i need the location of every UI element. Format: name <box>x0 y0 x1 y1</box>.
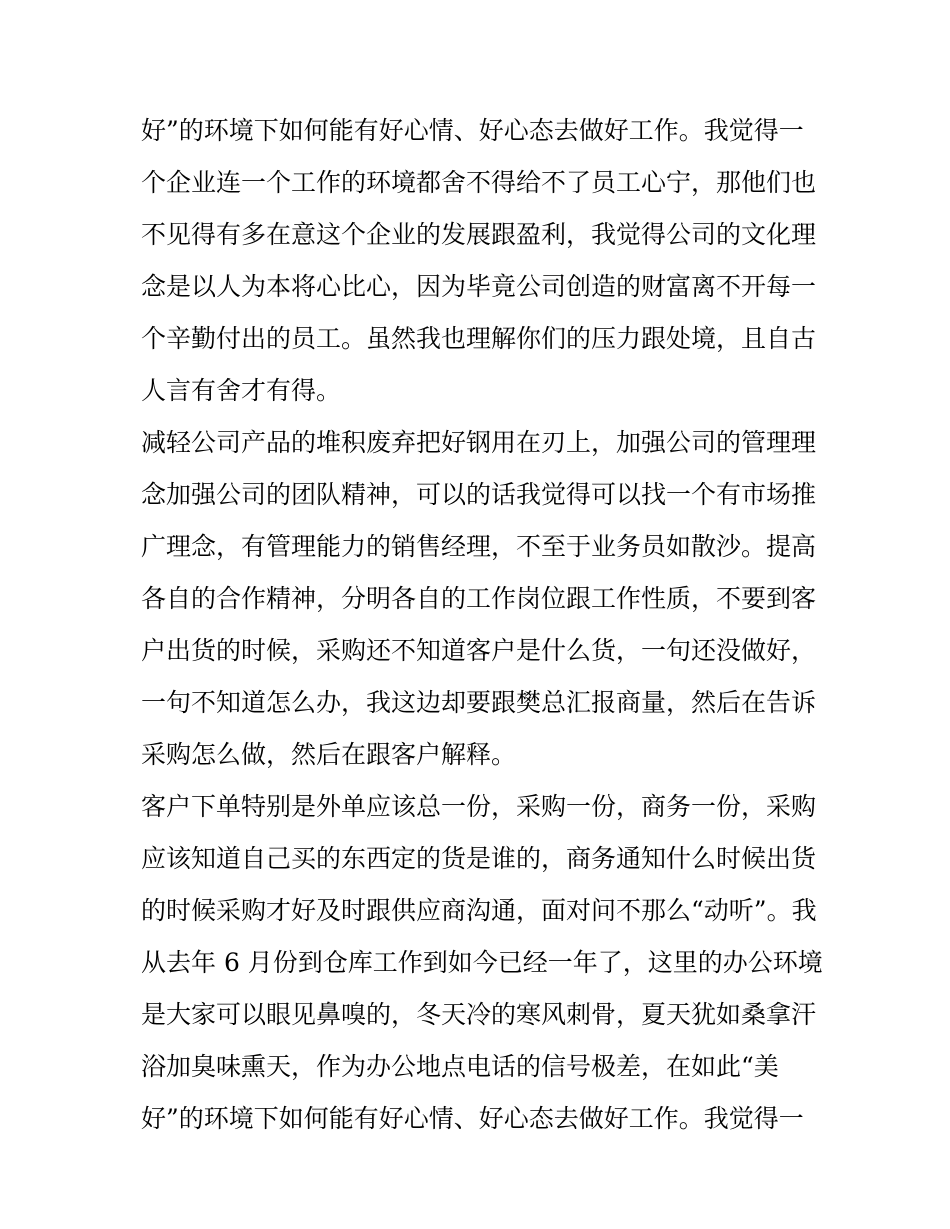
text-line: 应该知道自己买的东西定的货是谁的，商务通知什么时候出货 <box>141 844 817 873</box>
text-line: 客户下单特别是外单应该总一份，采购一份，商务一份，采购 <box>141 792 817 821</box>
text-line: 个辛勤付出的员工。虽然我也理解你们的压力跟处境，且自古 <box>141 324 817 353</box>
text-line: 个企业连一个工作的环境都舍不得给不了员工心宁，那他们也 <box>141 168 817 197</box>
text-line: 好”的环境下如何能有好心情、好心态去做好工作。我觉得一 <box>141 1104 804 1133</box>
text-line: 的时候采购才好及时跟供应商沟通，面对问不那么“动听”。我 <box>141 896 817 925</box>
text-line: 不见得有多在意这个企业的发展跟盈利，我觉得公司的文化理 <box>141 220 817 249</box>
text-line: 人言有舍才有得。 <box>141 376 342 405</box>
text-line: 从去年 6 月份到仓库工作到如今已经一年了，这里的办公环境 <box>141 948 823 977</box>
text-line: 减轻公司产品的堆积废弃把好钢用在刃上，加强公司的管理理 <box>141 428 817 457</box>
text-line: 好”的环境下如何能有好心情、好心态去做好工作。我觉得一 <box>141 116 804 145</box>
body-text <box>141 105 821 1145</box>
text-line: 是大家可以眼见鼻嗅的，冬天冷的寒风刺骨，夏天犹如桑拿汗 <box>141 1000 817 1029</box>
text-line: 各自的合作精神，分明各自的工作岗位跟工作性质，不要到客 <box>141 584 817 613</box>
text-line: 采购怎么做，然后在跟客户解释。 <box>141 740 517 769</box>
text-line: 一句不知道怎么办，我这边却要跟樊总汇报商量，然后在告诉 <box>141 688 817 717</box>
text-line: 念是以人为本将心比心，因为毕竟公司创造的财富离不开每一 <box>141 272 817 301</box>
text-line: 户出货的时候，采购还不知道客户是什么货，一句还没做好， <box>141 636 817 665</box>
text-line: 广理念，有管理能力的销售经理，不至于业务员如散沙。提高 <box>141 532 817 561</box>
text-line: 念加强公司的团队精神，可以的话我觉得可以找一个有市场推 <box>141 480 817 509</box>
text-line: 浴加臭味熏天，作为办公地点电话的信号极差，在如此“美 <box>141 1052 779 1081</box>
